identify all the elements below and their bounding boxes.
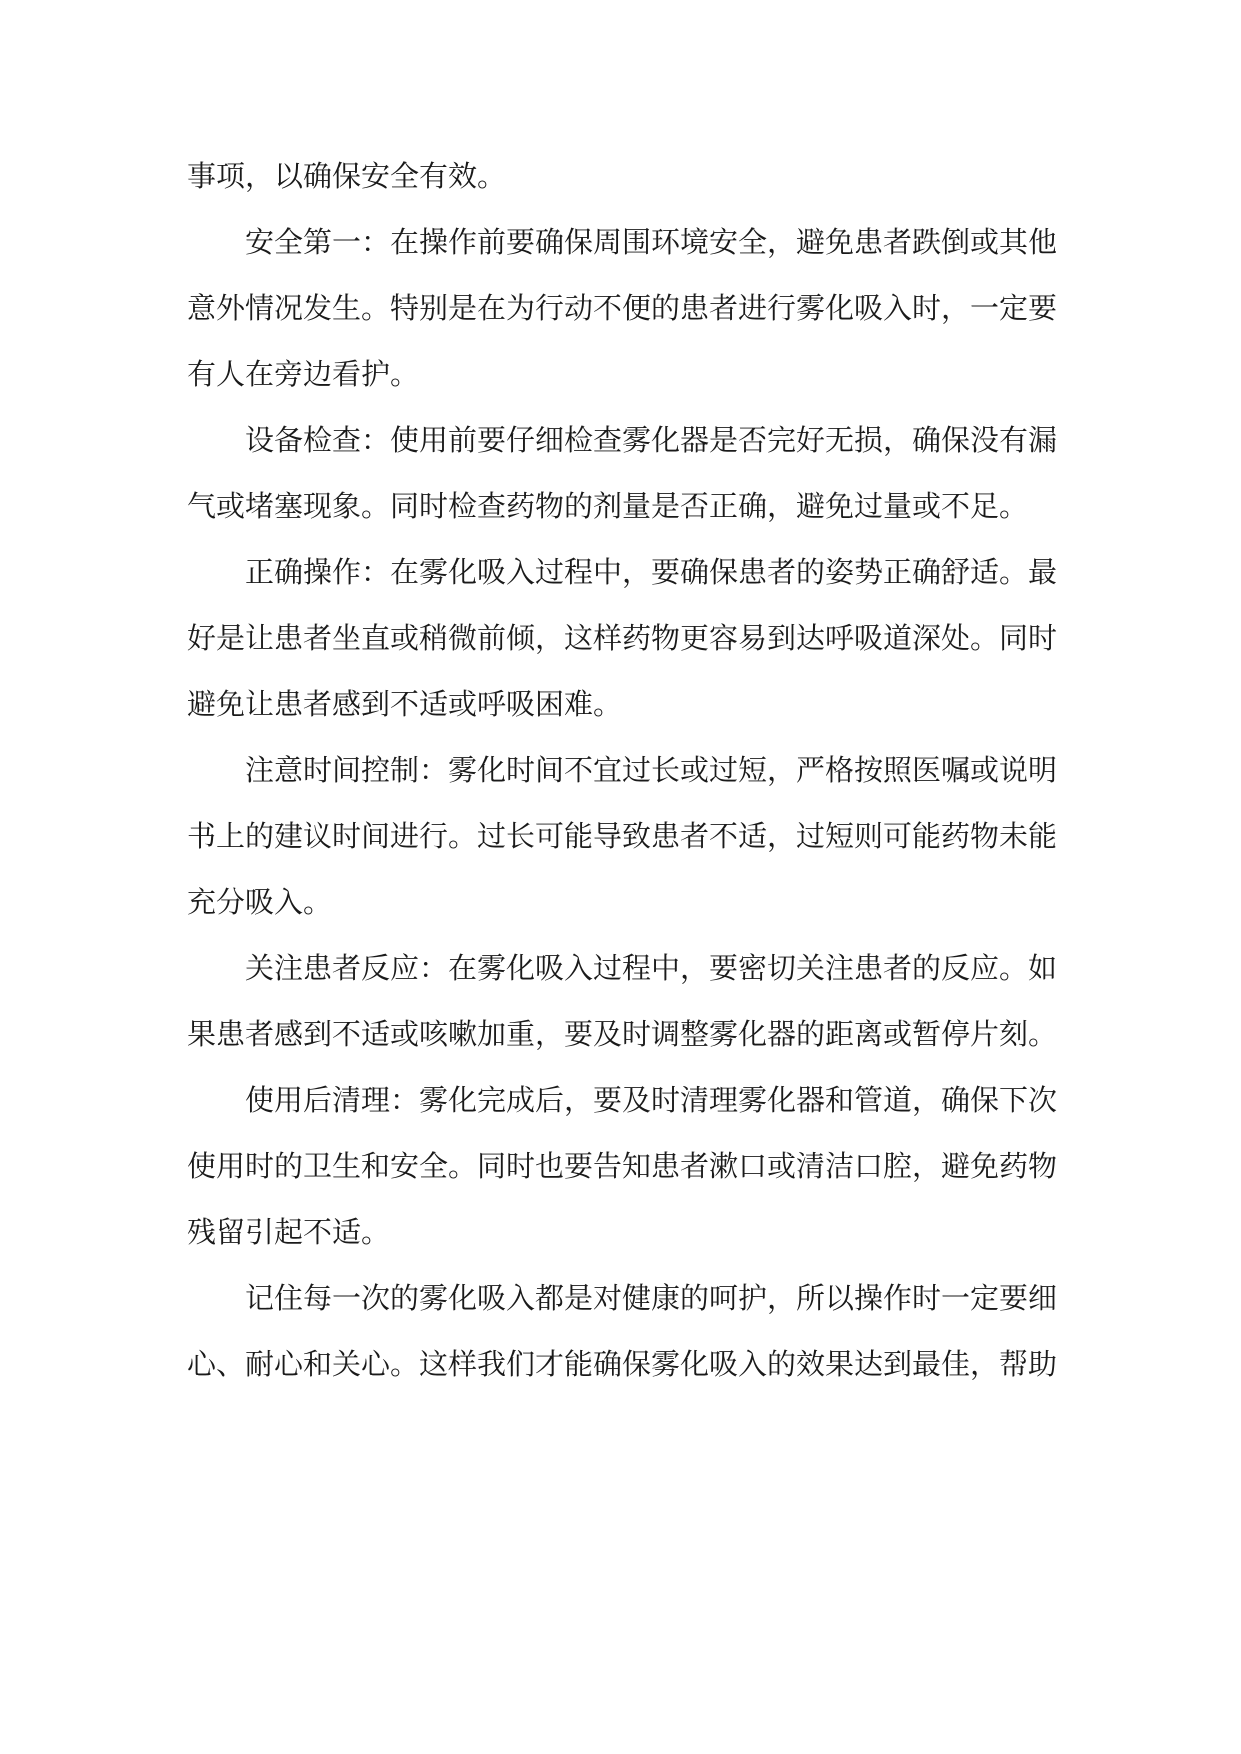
- text-line: 书上的建议时间进行。过长可能导致患者不适，过短则可能药物未能: [187, 819, 1058, 853]
- text-line: 充分吸入。: [187, 885, 333, 919]
- paragraph-continuation: [187, 143, 1057, 209]
- text-line: 事项，以确保安全有效。: [187, 159, 507, 193]
- text-line: 心、耐心和关心。这样我们才能确保雾化吸入的效果达到最佳，帮助: [187, 1347, 1058, 1381]
- text-line: 使用时的卫生和安全。同时也要告知患者漱口或清洁口腔，避免药物: [187, 1149, 1058, 1183]
- text-line: 好是让患者坐直或稍微前倾，这样药物更容易到达呼吸道深处。同时: [187, 621, 1058, 655]
- paragraph-patient-reaction: [187, 935, 1057, 1067]
- text-line: 果患者感到不适或咳嗽加重，要及时调整雾化器的距离或暂停片刻。: [187, 1017, 1058, 1051]
- paragraph-post-use-cleaning: [187, 1067, 1057, 1265]
- text-line: 设备检查：使用前要仔细检查雾化器是否完好无损，确保没有漏: [245, 423, 1058, 457]
- document-body: [187, 143, 1057, 1397]
- text-line: 关注患者反应：在雾化吸入过程中，要密切关注患者的反应。如: [245, 951, 1058, 985]
- paragraph-remember: [187, 1265, 1057, 1397]
- text-line: 有人在旁边看护。: [187, 357, 420, 391]
- text-line: 意外情况发生。特别是在为行动不便的患者进行雾化吸入时，一定要: [187, 291, 1058, 325]
- text-line: 安全第一：在操作前要确保周围环境安全，避免患者跌倒或其他: [245, 225, 1058, 259]
- text-line: 记住每一次的雾化吸入都是对健康的呵护，所以操作时一定要细: [245, 1281, 1058, 1315]
- text-line: 残留引起不适。: [187, 1215, 391, 1249]
- text-line: 注意时间控制：雾化时间不宜过长或过短，严格按照医嘱或说明: [245, 753, 1058, 787]
- text-line: 使用后清理：雾化完成后，要及时清理雾化器和管道，确保下次: [245, 1083, 1058, 1117]
- paragraph-safety-first: [187, 209, 1057, 407]
- text-line: 避免让患者感到不适或呼吸困难。: [187, 687, 623, 721]
- paragraph-equipment-check: [187, 407, 1057, 539]
- text-line: 正确操作：在雾化吸入过程中，要确保患者的姿势正确舒适。最: [245, 555, 1058, 589]
- text-line: 气或堵塞现象。同时检查药物的剂量是否正确，避免过量或不足。: [187, 489, 1029, 523]
- paragraph-correct-operation: [187, 539, 1057, 737]
- paragraph-time-control: [187, 737, 1057, 935]
